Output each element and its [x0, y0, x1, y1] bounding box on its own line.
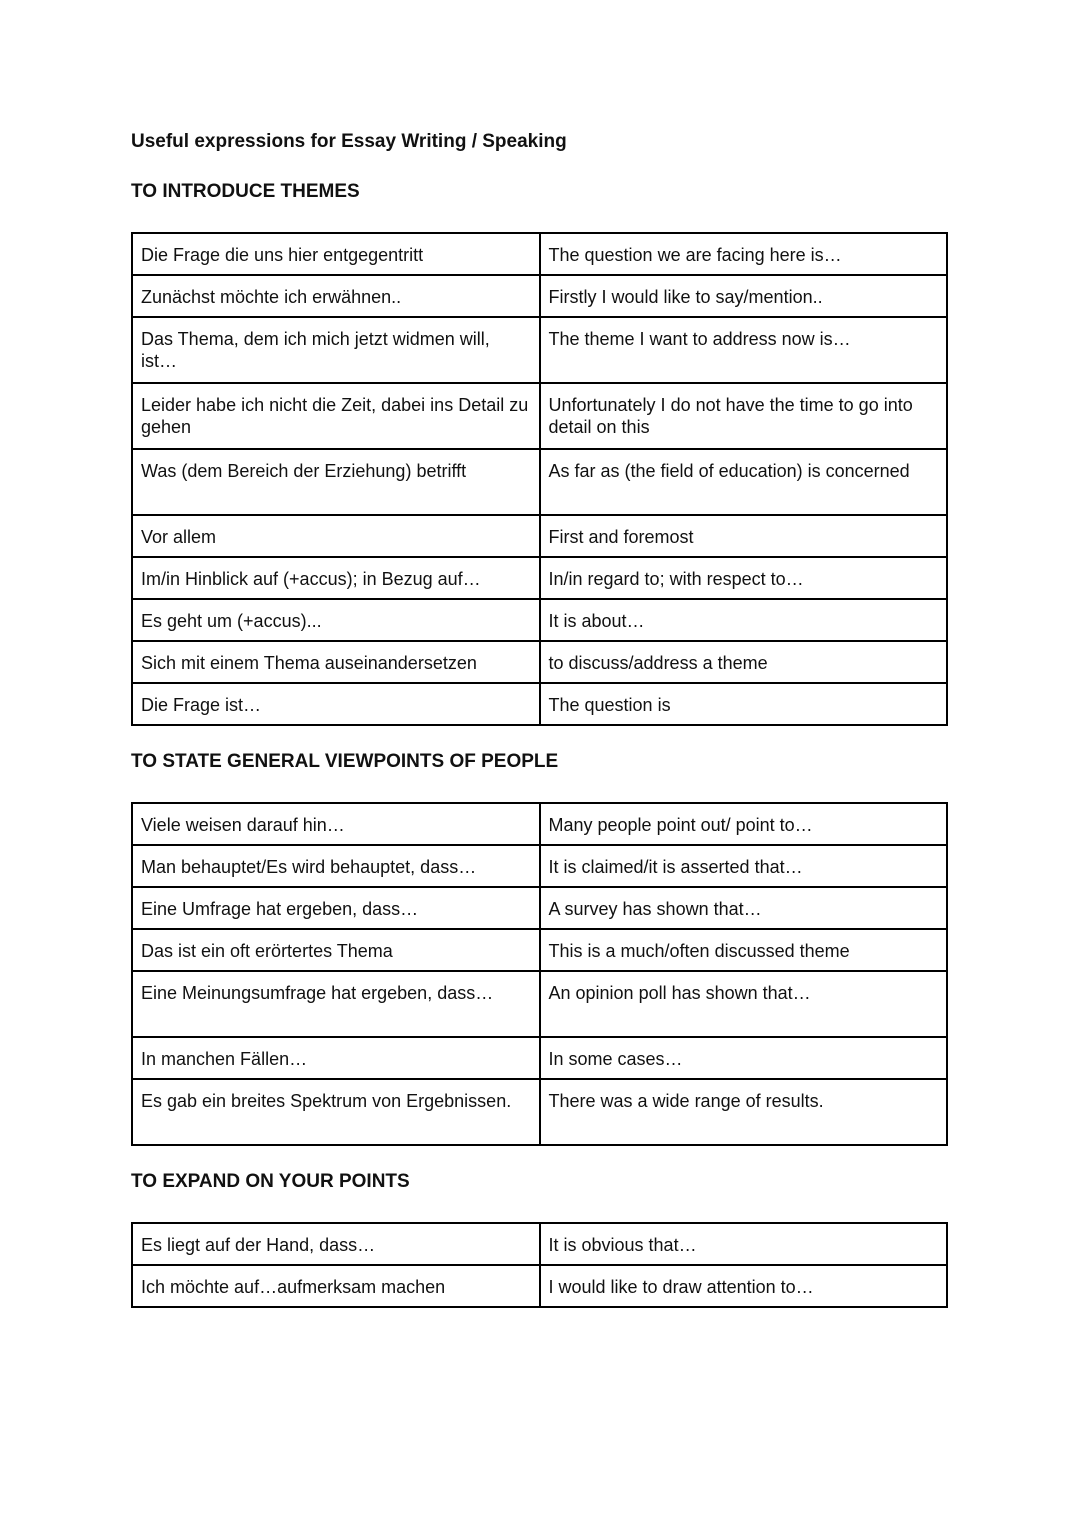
- german-phrase: Das Thema, dem ich mich jetzt widmen will, ist…: [132, 317, 540, 383]
- english-phrase: This is a much/often discussed theme: [540, 929, 948, 971]
- english-phrase: I would like to draw attention to…: [540, 1265, 948, 1307]
- german-phrase: In manchen Fällen…: [132, 1037, 540, 1079]
- english-phrase: It is claimed/it is asserted that…: [540, 845, 948, 887]
- table-row: [132, 1265, 947, 1307]
- table-row: [132, 887, 947, 929]
- english-phrase: In/in regard to; with respect to…: [540, 557, 948, 599]
- section-introduce-themes: [131, 178, 948, 726]
- german-phrase: Viele weisen darauf hin…: [132, 803, 540, 845]
- english-phrase: A survey has shown that…: [540, 887, 948, 929]
- german-phrase: Eine Meinungsumfrage hat ergeben, dass…: [132, 971, 540, 1037]
- english-phrase: Unfortunately I do not have the time to go into detail on this: [540, 383, 948, 449]
- german-phrase: Es gab ein breites Spektrum von Ergebnissen.: [132, 1079, 540, 1145]
- phrase-table: [131, 802, 948, 1146]
- table-row: [132, 683, 947, 725]
- german-phrase: Die Frage die uns hier entgegentritt: [132, 233, 540, 275]
- table-row: [132, 275, 947, 317]
- section-expand-points: [131, 1168, 948, 1308]
- section-heading: TO STATE GENERAL VIEWPOINTS OF PEOPLE: [131, 751, 559, 772]
- phrase-table: [131, 1222, 948, 1308]
- table-row: [132, 971, 947, 1037]
- table-row: [132, 1223, 947, 1265]
- table-row: [132, 803, 947, 845]
- table-row: [132, 641, 947, 683]
- english-phrase: An opinion poll has shown that…: [540, 971, 948, 1037]
- german-phrase: Eine Umfrage hat ergeben, dass…: [132, 887, 540, 929]
- table-row: [132, 317, 947, 383]
- document-title: Useful expressions for Essay Writing / Speaking: [131, 131, 567, 152]
- english-phrase: There was a wide range of results.: [540, 1079, 948, 1145]
- english-phrase: The question is: [540, 683, 948, 725]
- english-phrase: It is obvious that…: [540, 1223, 948, 1265]
- table-row: [132, 449, 947, 515]
- phrase-table: [131, 232, 948, 726]
- table-row: [132, 845, 947, 887]
- document-page: [131, 128, 948, 1308]
- table-row: [132, 1079, 947, 1145]
- german-phrase: Die Frage ist…: [132, 683, 540, 725]
- german-phrase: Zunächst möchte ich erwähnen..: [132, 275, 540, 317]
- german-phrase: Vor allem: [132, 515, 540, 557]
- section-heading: TO INTRODUCE THEMES: [131, 181, 360, 202]
- german-phrase: Was (dem Bereich der Erziehung) betrifft: [132, 449, 540, 515]
- table-row: [132, 929, 947, 971]
- english-phrase: It is about…: [540, 599, 948, 641]
- table-row: [132, 383, 947, 449]
- table-row: [132, 1037, 947, 1079]
- german-phrase: Sich mit einem Thema auseinandersetzen: [132, 641, 540, 683]
- german-phrase: Man behauptet/Es wird behauptet, dass…: [132, 845, 540, 887]
- table-row: [132, 233, 947, 275]
- table-row: [132, 557, 947, 599]
- table-row: [132, 599, 947, 641]
- section-heading: TO EXPAND ON YOUR POINTS: [131, 1171, 410, 1192]
- german-phrase: Leider habe ich nicht die Zeit, dabei ins Detail zu gehen: [132, 383, 540, 449]
- english-phrase: The question we are facing here is…: [540, 233, 948, 275]
- english-phrase: Firstly I would like to say/mention..: [540, 275, 948, 317]
- english-phrase: Many people point out/ point to…: [540, 803, 948, 845]
- german-phrase: Das ist ein oft erörtertes Thema: [132, 929, 540, 971]
- english-phrase: In some cases…: [540, 1037, 948, 1079]
- english-phrase: to discuss/address a theme: [540, 641, 948, 683]
- german-phrase: Im/in Hinblick auf (+accus); in Bezug auf…: [132, 557, 540, 599]
- table-row: [132, 515, 947, 557]
- german-phrase: Es geht um (+accus)...: [132, 599, 540, 641]
- german-phrase: Ich möchte auf…aufmerksam machen: [132, 1265, 540, 1307]
- german-phrase: Es liegt auf der Hand, dass…: [132, 1223, 540, 1265]
- english-phrase: First and foremost: [540, 515, 948, 557]
- english-phrase: As far as (the field of education) is concerned: [540, 449, 948, 515]
- english-phrase: The theme I want to address now is…: [540, 317, 948, 383]
- section-general-viewpoints: [131, 748, 948, 1146]
